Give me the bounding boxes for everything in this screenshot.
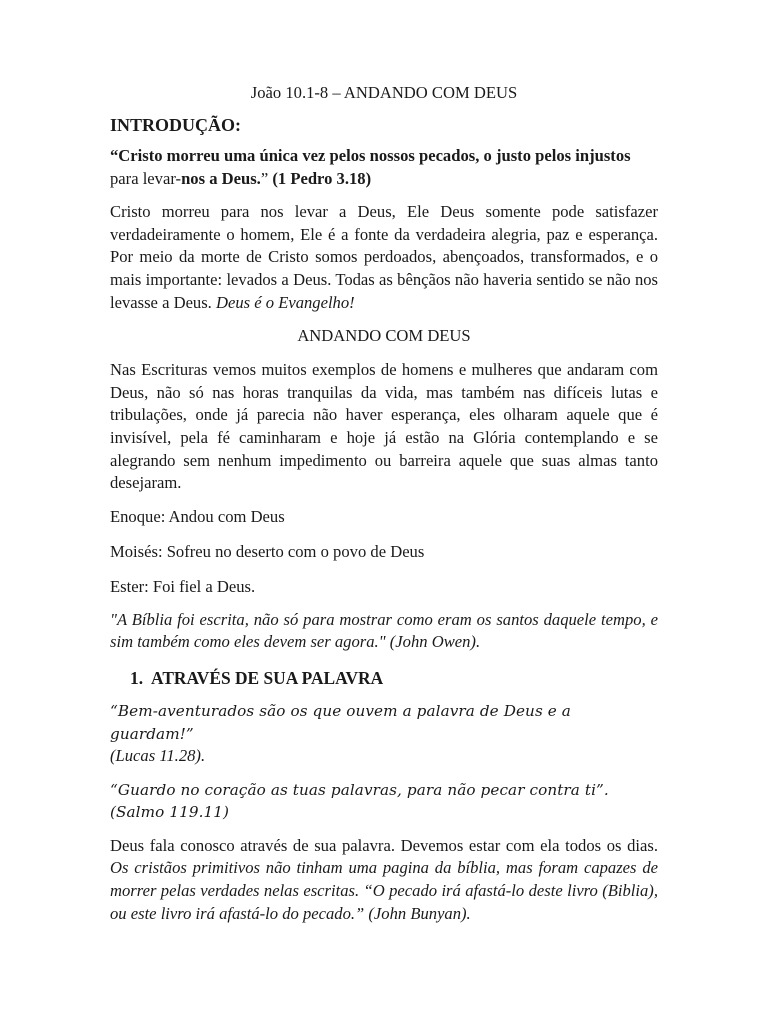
- example-moises: Moisés: Sofreu no deserto com o povo de Deus: [110, 541, 425, 561]
- intro-paragraph: [110, 201, 658, 314]
- owen-quote: "A Bíblia foi escrita, não só para mostrar como eram os santos daquele tempo, e sim também como eles devem ser agora." (John Owen).: [110, 609, 658, 652]
- verse-lucas: [110, 700, 658, 768]
- intro-quote-line1: “Cristo morreu uma única vez pelos nossos pecados, o justo pelos injustos: [110, 146, 631, 165]
- intro-quote-reference: (1 Pedro 3.18): [272, 168, 372, 188]
- example-ester: Ester: Foi fiel a Deus.: [110, 576, 256, 596]
- intro-quote: [110, 145, 658, 190]
- verse-salmo-reference: (Salmo 119.11): [110, 803, 230, 822]
- word-paragraph: [110, 835, 658, 925]
- intro-heading: INTRODUÇÃO:: [110, 115, 242, 135]
- intro-paragraph-text: Cristo morreu para nos levar a Deus, Ele Deus somente pode satisfazer verdadeiramente o homem, Ele é a fonte da verdadeira alegria, paz e esperança. Por meio da morte de Cristo somos perdoados, abençoados, transformados, e o mais importante: levados a Deus. Todas as bênçãos não haveria sentido se não nos levasse a Deus.: [110, 202, 658, 312]
- section-heading-number: 1.: [130, 667, 144, 688]
- intro-quote-line2-close: ”: [260, 168, 273, 188]
- intro-quote-line2-bold: nos a Deus.: [181, 168, 261, 188]
- document-title: João 10.1-8 – ANDANDO COM DEUS: [250, 83, 518, 102]
- walking-paragraph: Nas Escrituras vemos muitos exemplos de homens e mulheres que andaram com Deus, não só nas horas tranquilas da vida, mas também nas difíceis lutas e tribulações, onde já parecia não haver esperança, eles olharam aquele que é invisível, pela fé caminharam e hoje já estão na Glória contemplando e se alegrando sem nenhum impedimento ou barreira aquele que suas almas tanto desejaram.: [110, 360, 658, 493]
- word-paragraph-italic: Os cristãos primitivos não tinham uma pagina da bíblia, mas foram capazes de morrer pelas verdades nelas escritas. “O pecado irá afastá-lo deste livro (Biblia), ou este livro irá afastá-lo do pecado.” (John Bunyan).: [110, 858, 658, 923]
- section-title: ANDANDO COM DEUS: [297, 326, 471, 346]
- intro-paragraph-italic: Deus é o Evangelho!: [215, 292, 355, 312]
- verse-lucas-text: “Bem-aventurados são os que ouvem a palavra de Deus e a guardam!”: [110, 701, 571, 743]
- section-heading-1: [130, 666, 658, 690]
- intro-quote-line2-plain: para levar-: [110, 168, 182, 188]
- word-paragraph-plain: Deus fala conosco através de sua palavra. Devemos estar com ela todos os dias.: [110, 835, 658, 855]
- example-enoque: Enoque: Andou com Deus: [110, 506, 285, 526]
- verse-lucas-reference: (Lucas 11.28).: [110, 746, 206, 766]
- verse-salmo-text: “Guardo no coração as tuas palavras, para não pecar contra ti”.: [110, 780, 609, 799]
- section-heading-label: ATRAVÉS DE SUA PALAVRA: [151, 667, 384, 688]
- verse-salmo: [110, 779, 658, 824]
